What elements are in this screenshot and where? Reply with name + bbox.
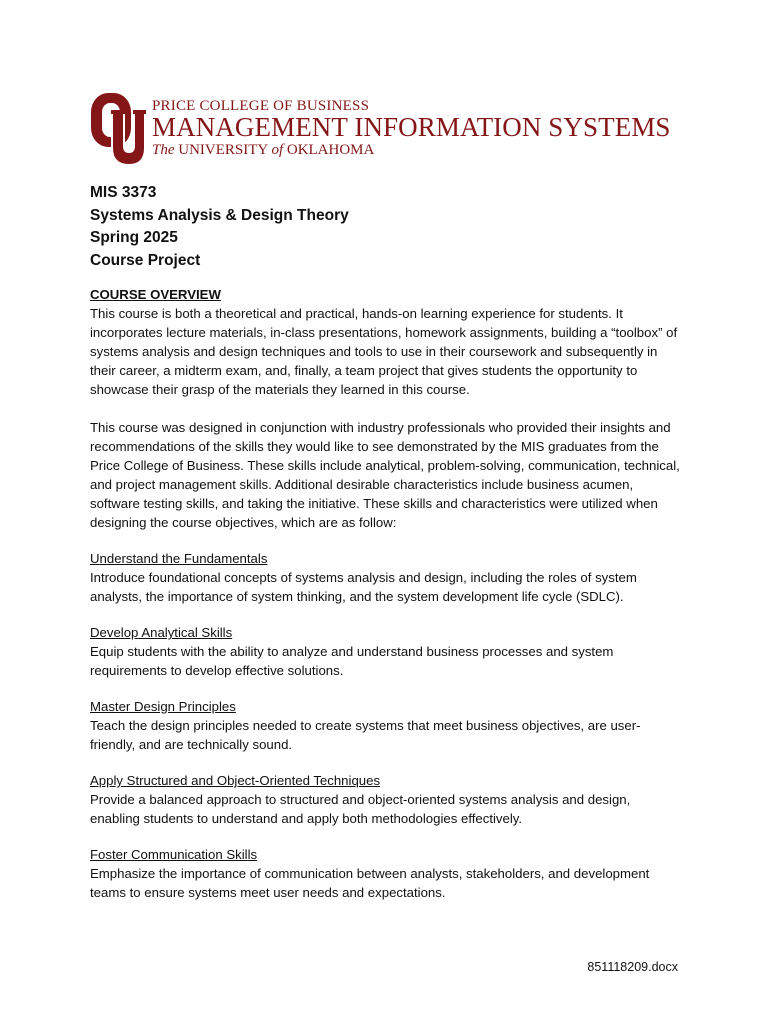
objective-item xyxy=(90,771,680,828)
logo-university-name xyxy=(152,142,671,159)
ou-interlocking-logo-icon xyxy=(90,92,146,166)
course-name: Systems Analysis & Design Theory xyxy=(90,206,349,224)
objective-title: Understand the Fundamentals xyxy=(90,551,268,566)
logo-university: UNIVERSITY xyxy=(174,142,272,158)
logo-college-name: PRICE COLLEGE OF BUSINESS xyxy=(152,98,370,114)
logo-department-name: MANAGEMENT INFORMATION SYSTEMS xyxy=(152,112,671,142)
objective-text: Introduce foundational concepts of systems analysis and design, including the roles of system analysts, the importance of system thinking, and the system development life cycle (SDLC). xyxy=(90,570,637,604)
objective-text: Emphasize the importance of communication between analysts, stakeholders, and development teams to ensure systems meet user needs and expectations. xyxy=(90,866,650,900)
objective-item xyxy=(90,549,680,606)
footer-filename: 851118209.docx xyxy=(587,960,678,974)
objective-title: Foster Communication Skills xyxy=(90,847,258,862)
document-body xyxy=(90,285,680,902)
objective-text: Teach the design principles needed to create systems that meet business objectives, are user-friendly, and are technically sound. xyxy=(90,718,641,752)
logo-oklahoma: OKLAHOMA xyxy=(283,142,375,158)
logo-of: of xyxy=(271,142,284,158)
objective-title: Apply Structured and Object-Oriented Techniques xyxy=(90,773,381,788)
objective-text: Provide a balanced approach to structured and object-oriented systems analysis and design, enabling students to understand and apply both methodologies effectively. xyxy=(90,792,631,826)
overview-paragraph-2: This course was designed in conjunction with industry professionals who provided their insights and recommendations of the skills they would like to see demonstrated by the MIS graduates from the Price College of Business. These skills include analytical, problem-solving, communication, technical, and project management skills. Additional desirable characteristics include business acumen, software testing skills, and taking the initiative. These skills and characteristics were utilized when designing the course objectives, which are as follow: xyxy=(90,420,680,530)
college-logo xyxy=(90,92,680,166)
logo-wordmark xyxy=(152,98,671,159)
document-type: Course Project xyxy=(90,251,201,269)
objective-item xyxy=(90,623,680,680)
objective-item xyxy=(90,845,680,902)
logo-the: The xyxy=(152,142,175,158)
objective-title: Master Design Principles xyxy=(90,699,236,714)
course-term: Spring 2025 xyxy=(90,229,178,246)
course-overview-heading: COURSE OVERVIEW xyxy=(90,287,221,302)
document-title-block xyxy=(90,182,349,272)
overview-paragraph-1: This course is both a theoretical and practical, hands-on learning experience for students. It incorporates lecture materials, in-class presentations, homework assignments, building a “toolbox” of systems analysis and design techniques and tools to use in their coursework and subsequently in their career, a midterm exam, and, finally, a team project that gives students the opportunity to showcase their grasp of the materials they learned in this course. xyxy=(90,306,678,397)
objective-title: Develop Analytical Skills xyxy=(90,625,233,640)
objective-item xyxy=(90,697,680,754)
objective-text: Equip students with the ability to analyze and understand business processes and system requirements to develop effective solutions. xyxy=(90,644,614,678)
course-code: MIS 3373 xyxy=(90,184,157,201)
